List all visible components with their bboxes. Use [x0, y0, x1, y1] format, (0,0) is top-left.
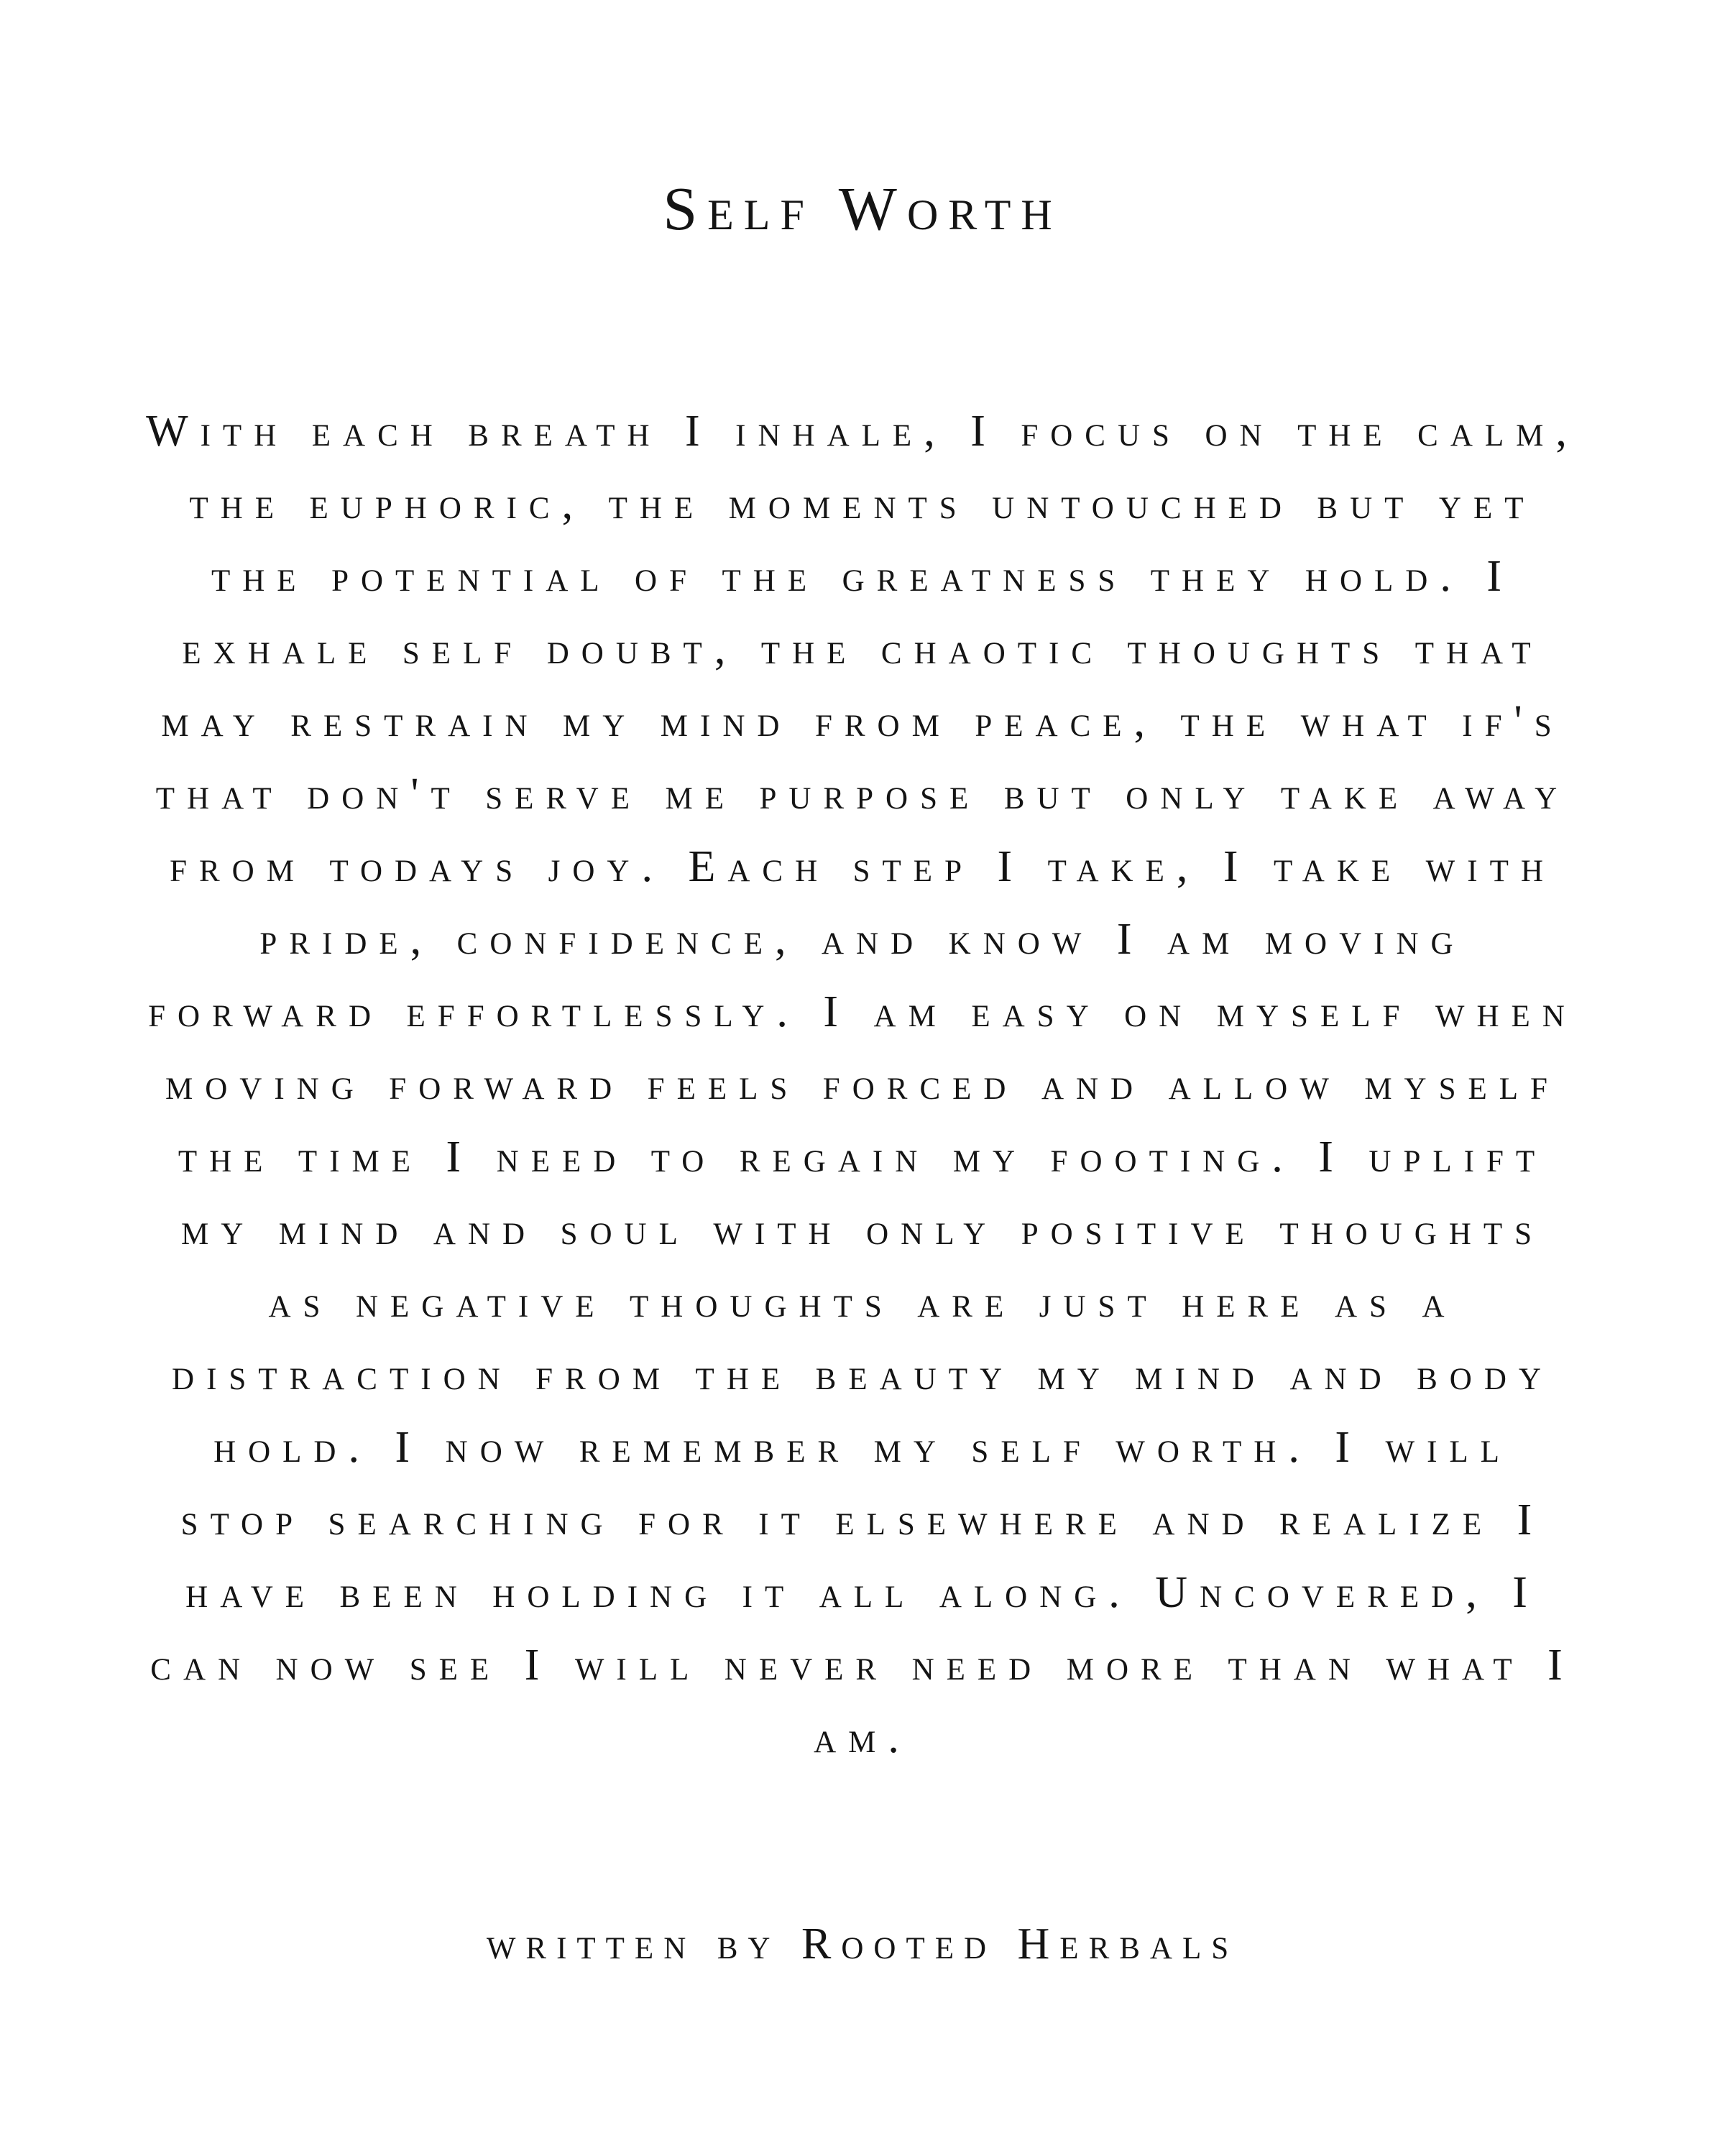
- poem-line: With each breath I inhale, I focus on the calm,: [146, 407, 1579, 456]
- poem-line: am.: [814, 1713, 911, 1762]
- poem-line: moving forward feels forced and allow myself: [165, 1060, 1560, 1109]
- poem-line: pride, confidence, and know I am moving: [259, 915, 1466, 964]
- poem-line: may restrain my mind from peace, the what if's: [161, 697, 1564, 746]
- poem-line: have been holding it all along. Uncovered, I: [185, 1568, 1540, 1617]
- poem-line: that don't serve me purpose but only take away: [155, 770, 1570, 819]
- poem-line: exhale self doubt, the chaotic thoughts that: [182, 625, 1543, 673]
- page-title: Self Worth: [663, 174, 1062, 243]
- poem-line: the time I need to regain my footing. I uplift: [178, 1133, 1547, 1181]
- poem-line: the euphoric, the moments untouched but yet: [189, 479, 1536, 528]
- poem-line: my mind and soul with only positive thoughts: [180, 1205, 1545, 1254]
- poem-line: from todays joy. Each step I take, I take with: [170, 842, 1555, 891]
- poem-line: the potential of the greatness they hold. I: [211, 552, 1514, 601]
- poem-line: hold. I now remember my self worth. I will: [213, 1423, 1512, 1472]
- poem-line: as negative thoughts are just here as a: [268, 1278, 1457, 1327]
- poem-line: stop searching for it elsewhere and realize I: [180, 1496, 1545, 1544]
- poem-line: distraction from the beauty my mind and body: [172, 1350, 1553, 1399]
- poem-line: forward effortlessly. I am easy on myself when: [148, 987, 1577, 1036]
- poem-body: [108, 395, 1617, 1774]
- author-signature: written by Rooted Herbals: [486, 1920, 1239, 1968]
- poem-line: can now see I will never need more than what I: [150, 1641, 1575, 1690]
